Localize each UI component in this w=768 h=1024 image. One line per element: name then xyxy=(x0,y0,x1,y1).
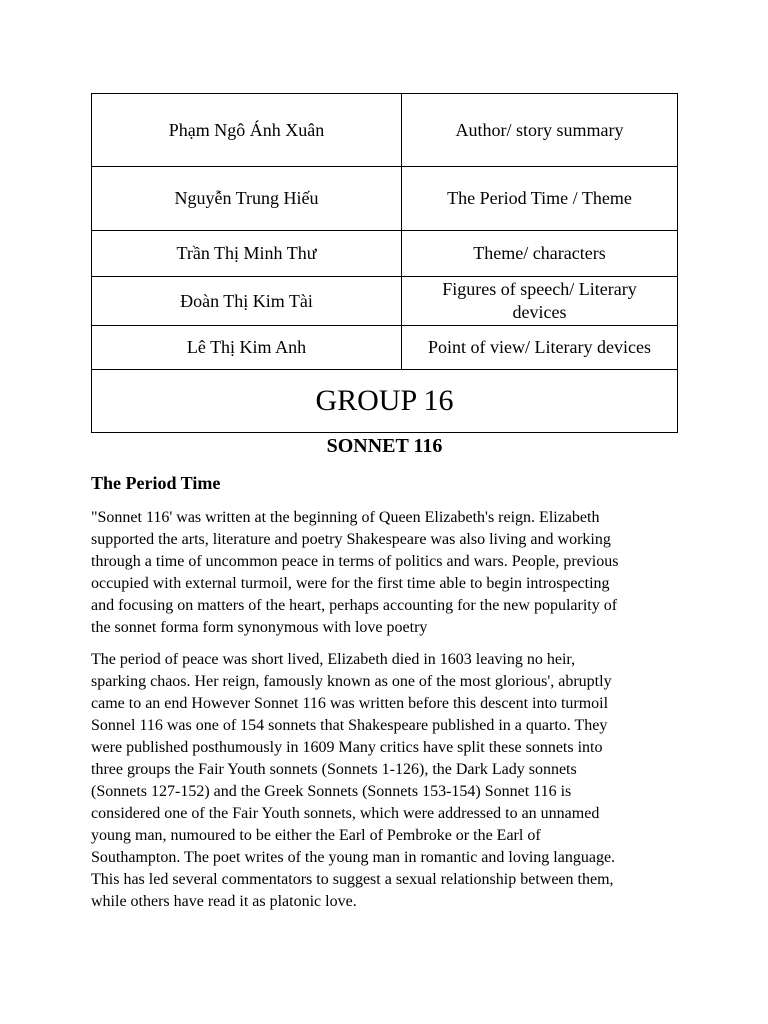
member-role-cell: Point of view/ Literary devices xyxy=(402,326,678,370)
member-role-cell: The Period Time / Theme xyxy=(402,167,678,231)
table-row xyxy=(92,167,678,231)
paragraph-line: "Sonnet 116' was written at the beginning of Queen Elizabeth's reign. Elizabeth xyxy=(91,509,600,526)
member-name-cell: Trần Thị Minh Thư xyxy=(92,231,402,277)
body-paragraph xyxy=(91,649,678,913)
member-name-cell: Lê Thị Kim Anh xyxy=(92,326,402,370)
paragraph-line: came to an end However Sonnet 116 was written before this descent into turmoil xyxy=(91,695,609,712)
member-role-cell: Author/ story summary xyxy=(402,94,678,167)
paragraph-line: Southampton. The poet writes of the young man in romantic and loving language. xyxy=(91,849,616,866)
table-row xyxy=(92,231,678,277)
table-row xyxy=(92,94,678,167)
document-title: SONNET 116 xyxy=(326,435,443,457)
paragraph-line: young man, numoured to be either the Earl of Pembroke or the Earl of xyxy=(91,827,541,844)
table-row xyxy=(92,326,678,370)
paragraph-line: (Sonnets 127-152) and the Greek Sonnets (Sonnets 153-154) Sonnet 116 is xyxy=(91,783,572,800)
paragraph-line: and focusing on matters of the heart, perhaps accounting for the new popularity of xyxy=(91,597,618,614)
paragraph-line: This has led several commentators to suggest a sexual relationship between them, xyxy=(91,871,614,888)
paragraph-line: through a time of uncommon peace in terms of politics and wars. People, previous xyxy=(91,553,619,570)
group-label: GROUP 16 xyxy=(92,370,678,433)
paragraph-line: while others have read it as platonic love. xyxy=(91,893,357,910)
paragraph-line: supported the arts, literature and poetry Shakespeare was also living and working xyxy=(91,531,611,548)
paragraph-line: occupied with external turmoil, were for the first time able to begin introspecting xyxy=(91,575,610,592)
member-name-cell: Đoàn Thị Kim Tài xyxy=(92,277,402,326)
section-heading: The Period Time xyxy=(91,473,221,493)
paragraph-line: Sonnel 116 was one of 154 sonnets that Shakespeare published in a quarto. They xyxy=(91,717,608,734)
member-role-cell: Theme/ characters xyxy=(402,231,678,277)
body-paragraph xyxy=(91,507,678,639)
paragraph-line: The period of peace was short lived, Elizabeth died in 1603 leaving no heir, xyxy=(91,651,576,668)
member-role-cell: Figures of speech/ Literary devices xyxy=(402,277,678,326)
table-row xyxy=(92,370,678,433)
member-name-cell: Nguyễn Trung Hiếu xyxy=(92,167,402,231)
paragraph-line: considered one of the Fair Youth sonnets, which were addressed to an unnamed xyxy=(91,805,600,822)
table-row xyxy=(92,277,678,326)
paragraph-line: were published posthumously in 1609 Many critics have split these sonnets into xyxy=(91,739,603,756)
member-name-cell: Phạm Ngô Ánh Xuân xyxy=(92,94,402,167)
paragraph-line: the sonnet forma form synonymous with love poetry xyxy=(91,619,428,636)
paragraph-line: three groups the Fair Youth sonnets (Sonnets 1-126), the Dark Lady sonnets xyxy=(91,761,577,778)
group-roles-table xyxy=(91,93,678,433)
paragraph-line: sparking chaos. Her reign, famously known as one of the most glorious', abruptly xyxy=(91,673,612,690)
